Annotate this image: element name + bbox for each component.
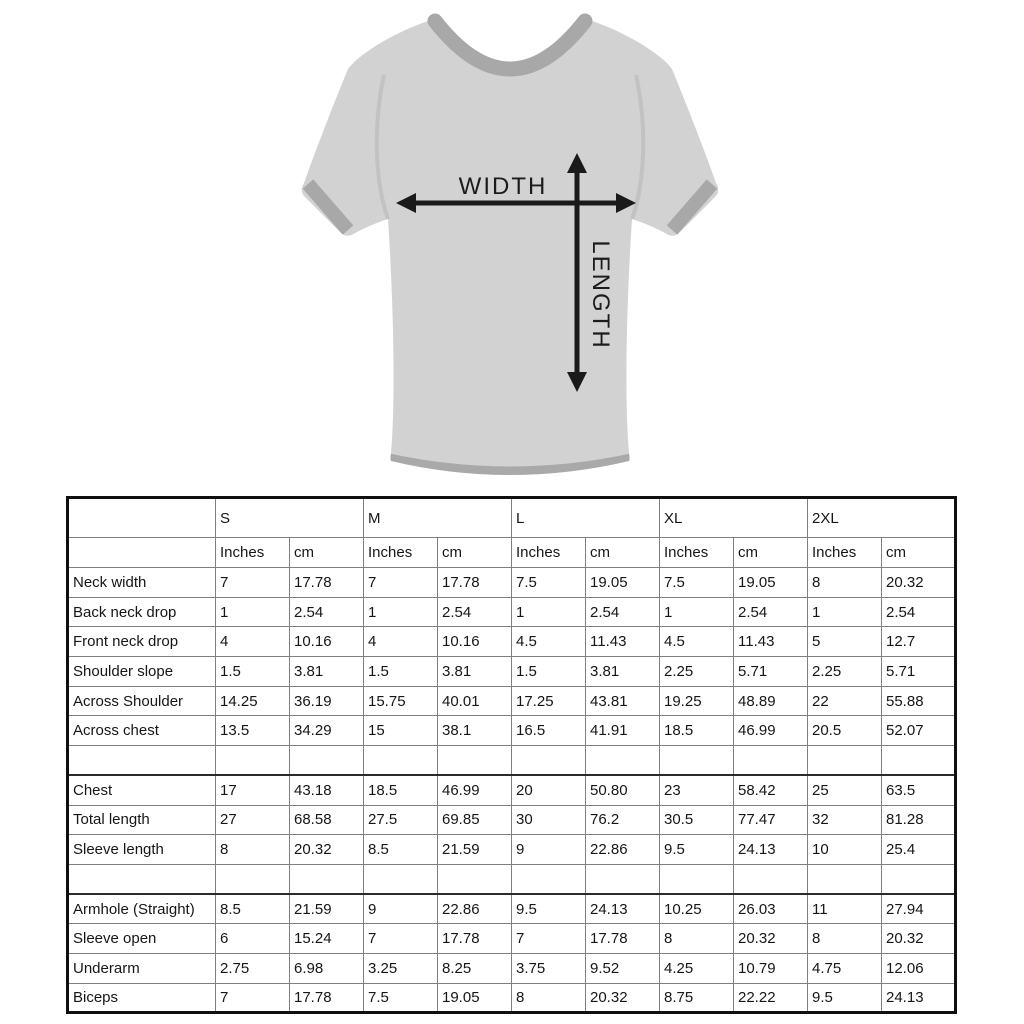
- size-header-l: L: [512, 498, 660, 538]
- corner-cell: [68, 498, 216, 538]
- cell: 18.5: [364, 775, 438, 805]
- cell: 9.52: [586, 953, 660, 983]
- cell: 4.5: [660, 627, 734, 657]
- cell: 4.5: [512, 627, 586, 657]
- cell: 6.98: [290, 953, 364, 983]
- cell: 20.32: [586, 983, 660, 1013]
- cell: 4.75: [808, 953, 882, 983]
- cell: 17.78: [438, 568, 512, 598]
- cell: 63.5: [882, 775, 956, 805]
- unit-header: Inches: [808, 538, 882, 568]
- cell: 9.5: [512, 894, 586, 924]
- cell: 68.58: [290, 805, 364, 835]
- table-row: [68, 627, 956, 657]
- table-row: [68, 597, 956, 627]
- cell: 1.5: [512, 657, 586, 687]
- cell: 55.88: [882, 686, 956, 716]
- cell: 27: [216, 805, 290, 835]
- cell: 22.22: [734, 983, 808, 1013]
- cell: 20.32: [882, 924, 956, 954]
- cell: 8: [660, 924, 734, 954]
- cell: [290, 746, 364, 776]
- cell: 26.03: [734, 894, 808, 924]
- cell: 1: [808, 597, 882, 627]
- unit-header-row: [68, 538, 956, 568]
- cell: 15.24: [290, 924, 364, 954]
- table-row: [68, 924, 956, 954]
- cell: 5.71: [734, 657, 808, 687]
- cell: [512, 864, 586, 894]
- cell: 21.59: [438, 835, 512, 865]
- cell: 1: [512, 597, 586, 627]
- size-header-2xl: 2XL: [808, 498, 956, 538]
- cell: 11.43: [734, 627, 808, 657]
- cell: 19.05: [734, 568, 808, 598]
- width-label: WIDTH: [458, 173, 548, 200]
- cell: 14.25: [216, 686, 290, 716]
- cell: 52.07: [882, 716, 956, 746]
- cell: 10.25: [660, 894, 734, 924]
- cell: 8.75: [660, 983, 734, 1013]
- cell: 2.54: [438, 597, 512, 627]
- cell: [586, 864, 660, 894]
- cell: 6: [216, 924, 290, 954]
- cell: 3.81: [438, 657, 512, 687]
- cell: 12.7: [882, 627, 956, 657]
- cell: 27.5: [364, 805, 438, 835]
- cell: 2.54: [586, 597, 660, 627]
- row-label: Biceps: [68, 983, 216, 1013]
- cell: 3.25: [364, 953, 438, 983]
- size-header-m: M: [364, 498, 512, 538]
- unit-header: Inches: [364, 538, 438, 568]
- tshirt-illustration: [280, 5, 740, 485]
- cell: 77.47: [734, 805, 808, 835]
- tshirt-body: [302, 18, 719, 475]
- cell: [512, 746, 586, 776]
- cell: 8.5: [364, 835, 438, 865]
- cell: 9.5: [808, 983, 882, 1013]
- cell: [660, 746, 734, 776]
- cell: 24.13: [734, 835, 808, 865]
- cell: 7: [216, 983, 290, 1013]
- table-row: [68, 775, 956, 805]
- cell: 30.5: [660, 805, 734, 835]
- cell: 32: [808, 805, 882, 835]
- row-label: Underarm: [68, 953, 216, 983]
- unit-header: Inches: [512, 538, 586, 568]
- cell: 20.32: [734, 924, 808, 954]
- cell: 5: [808, 627, 882, 657]
- size-table-body: [68, 568, 956, 1013]
- cell: 25: [808, 775, 882, 805]
- spacer-row: [68, 864, 956, 894]
- cell: 2.25: [660, 657, 734, 687]
- cell: 17.78: [290, 983, 364, 1013]
- row-label: [68, 746, 216, 776]
- row-label: Sleeve length: [68, 835, 216, 865]
- table-row: [68, 568, 956, 598]
- cell: [808, 746, 882, 776]
- cell: 17.78: [290, 568, 364, 598]
- cell: 22.86: [586, 835, 660, 865]
- cell: [364, 864, 438, 894]
- cell: 7.5: [512, 568, 586, 598]
- cell: 12.06: [882, 953, 956, 983]
- cell: 2.54: [290, 597, 364, 627]
- cell: 22: [808, 686, 882, 716]
- row-label: Across Shoulder: [68, 686, 216, 716]
- cell: 21.59: [290, 894, 364, 924]
- cell: 81.28: [882, 805, 956, 835]
- cell: 8: [808, 568, 882, 598]
- cell: 20: [512, 775, 586, 805]
- cell: 48.89: [734, 686, 808, 716]
- cell: 8.25: [438, 953, 512, 983]
- unit-header: Inches: [216, 538, 290, 568]
- spacer-row: [68, 746, 956, 776]
- cell: 41.91: [586, 716, 660, 746]
- cell: [586, 746, 660, 776]
- cell: 9: [512, 835, 586, 865]
- cell: 7.5: [660, 568, 734, 598]
- cell: 25.4: [882, 835, 956, 865]
- cell: 4: [216, 627, 290, 657]
- cell: 17.78: [438, 924, 512, 954]
- cell: 2.25: [808, 657, 882, 687]
- cell: 2.75: [216, 953, 290, 983]
- cell: 8.5: [216, 894, 290, 924]
- cell: 19.05: [586, 568, 660, 598]
- unit-header: cm: [586, 538, 660, 568]
- cell: 30: [512, 805, 586, 835]
- cell: 50.80: [586, 775, 660, 805]
- cell: 24.13: [882, 983, 956, 1013]
- cell: [290, 864, 364, 894]
- cell: 20.32: [290, 835, 364, 865]
- cell: [808, 864, 882, 894]
- cell: 1: [660, 597, 734, 627]
- size-header-row: [68, 498, 956, 538]
- row-label: Back neck drop: [68, 597, 216, 627]
- cell: 20.5: [808, 716, 882, 746]
- unit-header: cm: [734, 538, 808, 568]
- row-label: Total length: [68, 805, 216, 835]
- cell: 1.5: [216, 657, 290, 687]
- cell: 10.16: [438, 627, 512, 657]
- cell: [216, 864, 290, 894]
- table-row: [68, 657, 956, 687]
- row-label: [68, 864, 216, 894]
- cell: 1.5: [364, 657, 438, 687]
- cell: [660, 864, 734, 894]
- cell: [734, 746, 808, 776]
- cell: 3.81: [290, 657, 364, 687]
- cell: [438, 864, 512, 894]
- cell: 4.25: [660, 953, 734, 983]
- cell: [734, 864, 808, 894]
- row-label: Armhole (Straight): [68, 894, 216, 924]
- cell: 17: [216, 775, 290, 805]
- cell: 17.78: [586, 924, 660, 954]
- cell: 69.85: [438, 805, 512, 835]
- row-label: Across chest: [68, 716, 216, 746]
- row-label: Sleeve open: [68, 924, 216, 954]
- cell: 23: [660, 775, 734, 805]
- cell: 40.01: [438, 686, 512, 716]
- table-row: [68, 953, 956, 983]
- cell: 10: [808, 835, 882, 865]
- cell: 19.25: [660, 686, 734, 716]
- cell: 9.5: [660, 835, 734, 865]
- unit-header: cm: [882, 538, 956, 568]
- cell: 10.16: [290, 627, 364, 657]
- cell: 2.54: [734, 597, 808, 627]
- corner-cell: [68, 538, 216, 568]
- cell: 15.75: [364, 686, 438, 716]
- row-label: Neck width: [68, 568, 216, 598]
- cell: 8: [512, 983, 586, 1013]
- cell: 5.71: [882, 657, 956, 687]
- cell: 2.54: [882, 597, 956, 627]
- cell: 36.19: [290, 686, 364, 716]
- cell: 43.18: [290, 775, 364, 805]
- cell: 17.25: [512, 686, 586, 716]
- size-header-xl: XL: [660, 498, 808, 538]
- unit-header: cm: [438, 538, 512, 568]
- table-row: [68, 716, 956, 746]
- cell: 19.05: [438, 983, 512, 1013]
- tshirt-svg: [280, 5, 740, 485]
- cell: 46.99: [734, 716, 808, 746]
- cell: 15: [364, 716, 438, 746]
- cell: 18.5: [660, 716, 734, 746]
- cell: 8: [808, 924, 882, 954]
- cell: 7: [216, 568, 290, 598]
- cell: 46.99: [438, 775, 512, 805]
- cell: 20.32: [882, 568, 956, 598]
- cell: 4: [364, 627, 438, 657]
- cell: 10.79: [734, 953, 808, 983]
- cell: [882, 746, 956, 776]
- cell: [882, 864, 956, 894]
- cell: 11: [808, 894, 882, 924]
- unit-header: cm: [290, 538, 364, 568]
- cell: 8: [216, 835, 290, 865]
- cell: [216, 746, 290, 776]
- cell: 7: [512, 924, 586, 954]
- cell: 9: [364, 894, 438, 924]
- row-label: Chest: [68, 775, 216, 805]
- unit-header: Inches: [660, 538, 734, 568]
- cell: 7: [364, 924, 438, 954]
- cell: [364, 746, 438, 776]
- table-row: [68, 835, 956, 865]
- cell: [438, 746, 512, 776]
- cell: 16.5: [512, 716, 586, 746]
- table-row: [68, 894, 956, 924]
- cell: 24.13: [586, 894, 660, 924]
- table-row: [68, 805, 956, 835]
- cell: 58.42: [734, 775, 808, 805]
- cell: 13.5: [216, 716, 290, 746]
- length-label: LENGTH: [587, 240, 614, 350]
- row-label: Front neck drop: [68, 627, 216, 657]
- cell: 22.86: [438, 894, 512, 924]
- cell: 34.29: [290, 716, 364, 746]
- table-row: [68, 983, 956, 1013]
- cell: 7.5: [364, 983, 438, 1013]
- cell: 1: [364, 597, 438, 627]
- table-row: [68, 686, 956, 716]
- cell: 38.1: [438, 716, 512, 746]
- cell: 7: [364, 568, 438, 598]
- cell: 76.2: [586, 805, 660, 835]
- row-label: Shoulder slope: [68, 657, 216, 687]
- cell: 1: [216, 597, 290, 627]
- size-table: [66, 496, 957, 1014]
- cell: 43.81: [586, 686, 660, 716]
- cell: 11.43: [586, 627, 660, 657]
- cell: 27.94: [882, 894, 956, 924]
- cell: 3.81: [586, 657, 660, 687]
- size-header-s: S: [216, 498, 364, 538]
- cell: 3.75: [512, 953, 586, 983]
